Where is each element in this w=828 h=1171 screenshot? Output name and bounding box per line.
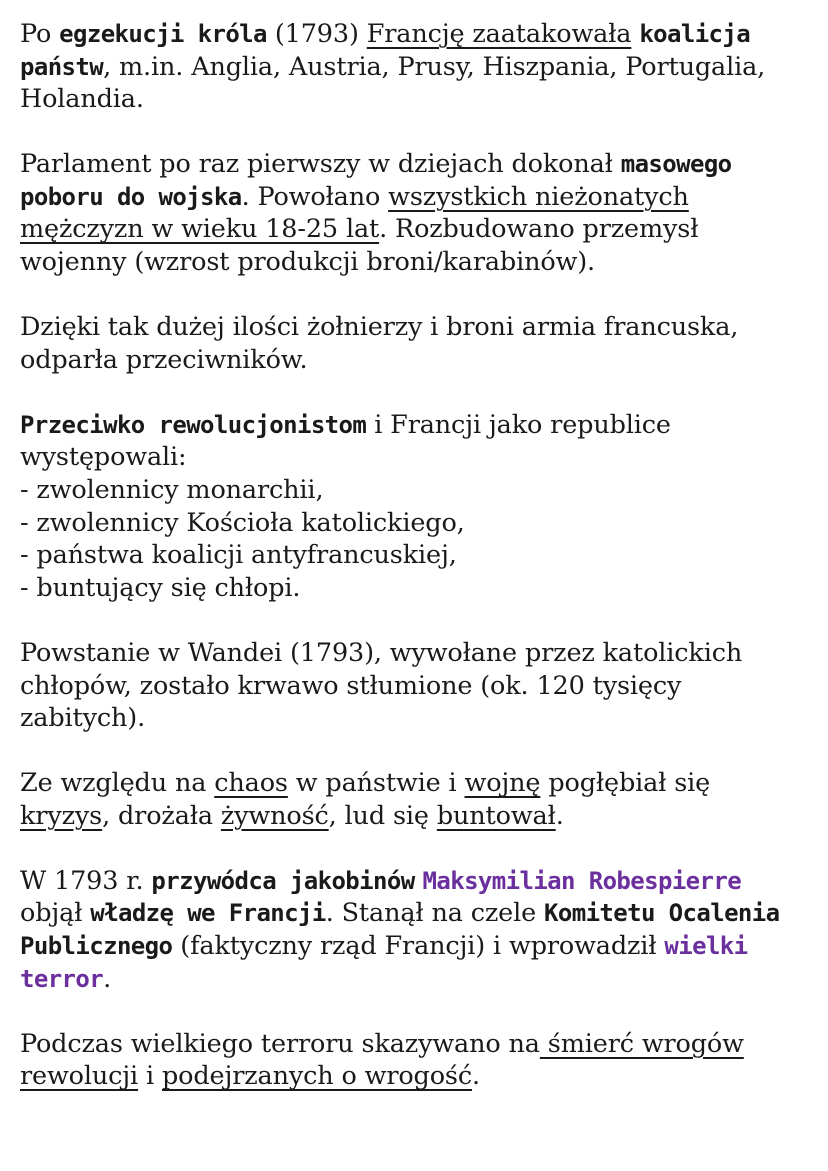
text-run: . <box>472 1061 480 1092</box>
underlined-text: buntował <box>436 800 556 831</box>
text-run: . <box>103 963 112 994</box>
paragraph-vendee <box>20 637 808 735</box>
paragraph-terror <box>20 1028 808 1093</box>
bold-text: Przeciwko rewolucjonistom <box>20 410 367 439</box>
underlined-text: żywność <box>220 800 329 831</box>
text-run: Parlament po raz pierwszy w dziejach dokonał <box>20 149 621 180</box>
bold-text: przywódca jakobinów <box>151 866 415 895</box>
bold-text: Komitetu Ocalenia Publicznego <box>20 899 780 961</box>
bold-text: koalicja <box>639 20 751 48</box>
list-item: - zwolennicy monarchii, <box>20 475 324 506</box>
highlighted-name: Maksymilian Robespierre <box>422 866 742 895</box>
text-run: . Stanął na czele <box>325 898 545 929</box>
list-item: - państwa koalicji antyfrancuskiej, <box>20 540 457 571</box>
paragraph-robespierre <box>20 865 808 995</box>
text-run: Podczas wielkiego terroru skazywano na <box>20 1028 540 1059</box>
text-run: (faktyczny rząd Francji) i wprowadził <box>172 931 665 962</box>
bold-text: egzekucji króla <box>59 20 267 48</box>
bold-text: państw <box>20 52 104 81</box>
text-run: w państwie i <box>287 768 465 799</box>
text-run: , drożała <box>102 800 221 831</box>
opponents-intro <box>20 409 808 474</box>
text-run: Powstanie w Wandei (1793), wywołane przez katolickich chłopów, zostało krwawo stłumione (ok. 120 tysięcy zabitych). <box>20 637 743 734</box>
bold-text: masowego poboru do wojska <box>20 150 732 211</box>
opponents-list <box>20 474 808 604</box>
text-run: i Francji jako republice występowali: <box>20 409 671 473</box>
text-run: . Powołano <box>241 181 389 212</box>
underlined-text: wojnę <box>464 768 541 799</box>
text-run: objął <box>20 898 91 929</box>
text-run <box>415 866 423 896</box>
text-run: Po <box>20 19 60 49</box>
underlined-text: Francję zaatakowała <box>366 19 632 49</box>
highlighted-term: wielki terror <box>20 932 748 993</box>
text-run: , lud się <box>328 800 437 831</box>
text-run: . <box>555 800 564 831</box>
paragraph-crisis <box>20 767 808 832</box>
paragraph-coalition <box>20 18 808 116</box>
underlined-text: kryzys <box>20 800 103 831</box>
underlined-text: chaos <box>214 768 288 799</box>
text-run: Dzięki tak dużej ilości żołnierzy i broni armia francuska, odparła przeciwników. <box>20 312 739 375</box>
bold-text: władzę we Francji <box>90 899 326 928</box>
text-run: , m.in. Anglia, Austria, Prusy, Hiszpania, Portugalia, Holandia. <box>20 51 766 115</box>
text-run: Ze względu na <box>20 768 215 799</box>
paragraph-conscription <box>20 148 808 278</box>
text-run: . Rozbudowano przemysł wojenny (wzrost produkcji broni/karabinów). <box>20 214 699 278</box>
underlined-text: śmierć wrogów rewolucji <box>20 1028 744 1092</box>
text-run: pogłębiał się <box>540 768 711 799</box>
paragraph-opponents <box>20 409 808 605</box>
paragraph-victory <box>20 311 808 376</box>
underlined-text: wszystkich nieżonatych mężczyzn w wieku 18-25 lat <box>20 181 689 245</box>
list-item: - zwolennicy Kościoła katolickiego, <box>20 507 465 538</box>
text-run: (1793) <box>266 19 367 49</box>
list-item: - buntujący się chłopi. <box>20 572 301 603</box>
text-run: i <box>138 1061 162 1092</box>
underlined-text: podejrzanych o wrogość <box>161 1061 473 1092</box>
text-run: W 1793 r. <box>20 865 152 896</box>
